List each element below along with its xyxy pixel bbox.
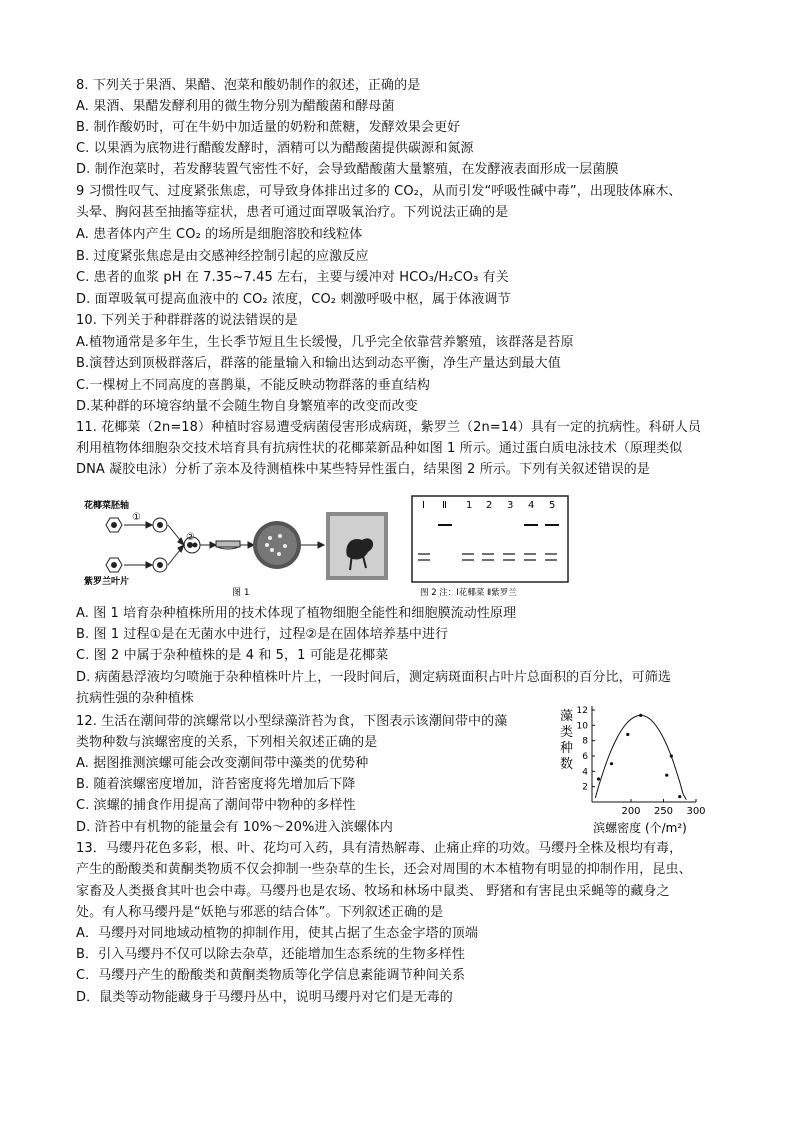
- y-tick-label: 2: [582, 782, 588, 793]
- question-13-line-1: 13．马缨丹花色多彩，根、叶、花均可入药，具有清热解毒、止痛止痒的功效。马缨丹全株及根均有毒，: [76, 841, 683, 856]
- question-10-line-2: A.植物通常是多年生，生长季节短且生长缓慢，几乎完全依靠营养繁殖，该群落是苔原: [76, 335, 574, 350]
- data-point-0: [597, 777, 600, 780]
- lane-label-4: 3: [507, 500, 514, 511]
- y-axis-label-char: 数: [560, 757, 574, 772]
- y-axis-label-char: 种: [560, 741, 574, 756]
- lane-label-2: 1: [466, 500, 473, 511]
- label-violet: 紫罗兰叶片: [84, 577, 130, 587]
- plantlet-photo: [326, 512, 388, 580]
- question-13-line-7: C．马缨丹产生的酚酸类和黄酮类物质等化学信息素能调节种间关系: [76, 968, 466, 983]
- question-8-line-1: 8. 下列关于果酒、果醋、泡菜和酸奶制作的叙述，正确的是: [76, 78, 421, 93]
- y-tick-label: 12: [576, 706, 588, 716]
- question-11-option-line-5: 抗病性强的杂种植株: [76, 691, 194, 706]
- y-axis-label-char: 藻: [560, 709, 574, 724]
- question-8-line-5: D. 制作泡菜时，若发酵装置气密性不好，会导致醋酸菌大量繁殖，在发酵液表面形成一层菌膜: [76, 162, 619, 177]
- x-tick-label: 300: [686, 806, 706, 817]
- step-2-label: ②: [186, 532, 195, 543]
- data-point-1: [610, 762, 613, 765]
- question-10-line-4: C.一棵树上不同高度的喜鹊巢，不能反映动物群落的垂直结构: [76, 378, 431, 393]
- question-13-line-2: 产生的酚酸类和黄酮类物质不仅会抑制一些杂草的生长，还会对周围的木本植物有明显的抑制作用，昆虫、: [76, 862, 692, 877]
- question-12-line-6: D. 浒苔中有机物的能量会有 10%～20%进入滨螺体内: [76, 820, 393, 835]
- question-13-line-5: A．马缨丹对同地域动植物的抑制作用，使其占据了生态金字塔的顶端: [76, 926, 478, 941]
- petri-dish-icon: [216, 541, 240, 549]
- question-9-line-3: A. 患者体内产生 CO₂ 的场所是细胞溶胶和线粒体: [76, 227, 363, 242]
- question-9-line-4: B. 过度紧张焦虑是由交感神经控制引起的应激反应: [76, 249, 369, 264]
- question-8-line-4: C. 以果酒为底物进行醋酸发酵时，酒精可以为醋酸菌提供碳源和氮源: [76, 141, 474, 156]
- question-10-line-1: 10. 下列关于种群群落的说法错误的是: [76, 313, 298, 328]
- x-tick-label: 200: [621, 806, 641, 817]
- lane-label-1: Ⅱ: [442, 500, 447, 511]
- question-11-line-2: 利用植物体细胞杂交技术培育具有抗病性状的花椰菜新品种如图 1 所示。通过蛋白质电泳技术（原理类似: [76, 441, 683, 456]
- figure-2-electrophoresis: [410, 494, 570, 600]
- question-12-line-3: A. 据图推测滨螺可能会改变潮间带中藻类的优势种: [76, 756, 369, 771]
- lane-label-5: 4: [528, 500, 535, 511]
- question-12-line-5: C. 滨螺的捕食作用提高了潮间带中物种的多样性: [76, 798, 356, 813]
- question-13-line-6: B．引入马缨丹不仅可以除去杂草，还能增加生态系统的生物多样性: [76, 947, 465, 962]
- algae-species-chart: [548, 704, 708, 836]
- question-9-line-1: 9 习惯性叹气、过度紧张焦虑，可导致身体排出过多的 CO₂，从而引发“呼吸性碱中毒”，出现肢体麻木、: [76, 184, 682, 199]
- data-point-4: [665, 774, 668, 777]
- label-cauliflower: 花椰菜胚轴: [84, 501, 130, 511]
- question-10-line-3: B.演替达到顶极群落后，群落的能量输入和输出达到动态平衡，净生产量达到最大值: [76, 356, 561, 371]
- question-8-line-2: A. 果酒、果醋发酵利用的微生物分别为醋酸菌和酵母菌: [76, 99, 395, 114]
- question-13-line-4: 处。有人称马缨丹是“妖艳与邪恶的结合体”。下列叙述正确的是: [76, 905, 444, 920]
- lane-label-3: 2: [486, 500, 493, 511]
- question-11-line-1: 11. 花椰菜（2n=18）种植时容易遭受病菌侵害形成病斑，紫罗兰（2n=14）具有一定的抗病性。科研人员: [76, 420, 701, 435]
- question-13-line-3: 家畜及人类摄食其叶也会中毒。马缨丹也是农场、牧场和林场中鼠类、 野猪和有害昆虫采蝇等的藏身之: [76, 884, 670, 899]
- question-9-line-2: 头晕、胸闷甚至抽搐等症状，患者可通过面罩吸氧治疗。下列说法正确的是: [76, 205, 509, 220]
- lane-label-6: 5: [549, 500, 556, 511]
- question-13-line-8: D．鼠类等动物能藏身于马缨丹丛中，说明马缨丹对它们是无毒的: [76, 990, 453, 1005]
- y-tick-label: 6: [582, 752, 588, 762]
- question-11-option-line-1: A. 图 1 培育杂种植株所用的技术体现了植物细胞全能性和细胞膜流动性原理: [76, 606, 517, 621]
- question-11-line-3: DNA 凝胶电泳）分析了亲本及待测植株中某些特异性蛋白，结果图 2 所示。下列有关叙述错误的是: [76, 462, 650, 477]
- y-tick-label: 8: [582, 736, 588, 747]
- question-9-line-5: C. 患者的血浆 pH 在 7.35~7.45 左右，主要与缓冲对 HCO₃/H₂CO₃ 有关: [76, 270, 509, 285]
- protoplast-icon: [153, 518, 200, 572]
- figure-2-caption: 图 2 注：Ⅰ花椰菜 Ⅱ紫罗兰: [420, 588, 517, 598]
- question-12-line-1: 12. 生活在潮间带的滨螺常以小型绿藻浒苔为食，下图表示该潮间带中的藻: [76, 714, 508, 729]
- question-11-option-line-2: B. 图 1 过程①是在无菌水中进行，过程②是在固体培养基中进行: [76, 627, 449, 642]
- x-tick-label: 250: [653, 806, 674, 817]
- question-12-line-2: 类物种数与滨螺密度的关系，下列相关叙述正确的是: [76, 735, 378, 750]
- step-1-label: ①: [132, 512, 141, 523]
- y-tick-label: 4: [582, 767, 588, 778]
- question-12-line-4: B. 随着滨螺密度增加，浒苔密度将先增加后下降: [76, 777, 356, 792]
- x-axis-label: 滨螺密度 (个/m²): [593, 821, 687, 835]
- question-9-line-6: D. 面罩吸氧可提高血液中的 CO₂ 浓度，CO₂ 刺激呼吸中枢，属于体液调节: [76, 292, 511, 307]
- trend-curve: [595, 715, 686, 799]
- question-10-line-5: D.某种群的环境容纳量不会随生物自身繁殖率的改变而改变: [76, 399, 418, 414]
- question-8-line-3: B. 制作酸奶时，可在牛奶中加适量的奶粉和蔗糖，发酵效果会更好: [76, 120, 461, 135]
- y-axis-label-char: 类: [560, 725, 574, 740]
- callus-culture-photo: [253, 514, 301, 576]
- y-tick-label: 10: [576, 721, 588, 732]
- hexagon-cells-icon: [106, 518, 122, 572]
- figure-1-caption: 图 1: [232, 588, 250, 598]
- data-point-6: [678, 795, 681, 798]
- question-11-option-line-3: C. 图 2 中属于杂种植株的是 4 和 5，1 可能是花椰菜: [76, 648, 389, 663]
- lane-label-0: Ⅰ: [422, 500, 425, 511]
- figure-1-cell-fusion-diagram: [82, 494, 400, 600]
- question-11-option-line-4: D. 病菌悬浮液均匀喷施于杂种植株叶片上，一段时间后，测定病斑面积占叶片总面积的百分比，可筛选: [76, 670, 671, 685]
- data-point-2: [626, 733, 629, 736]
